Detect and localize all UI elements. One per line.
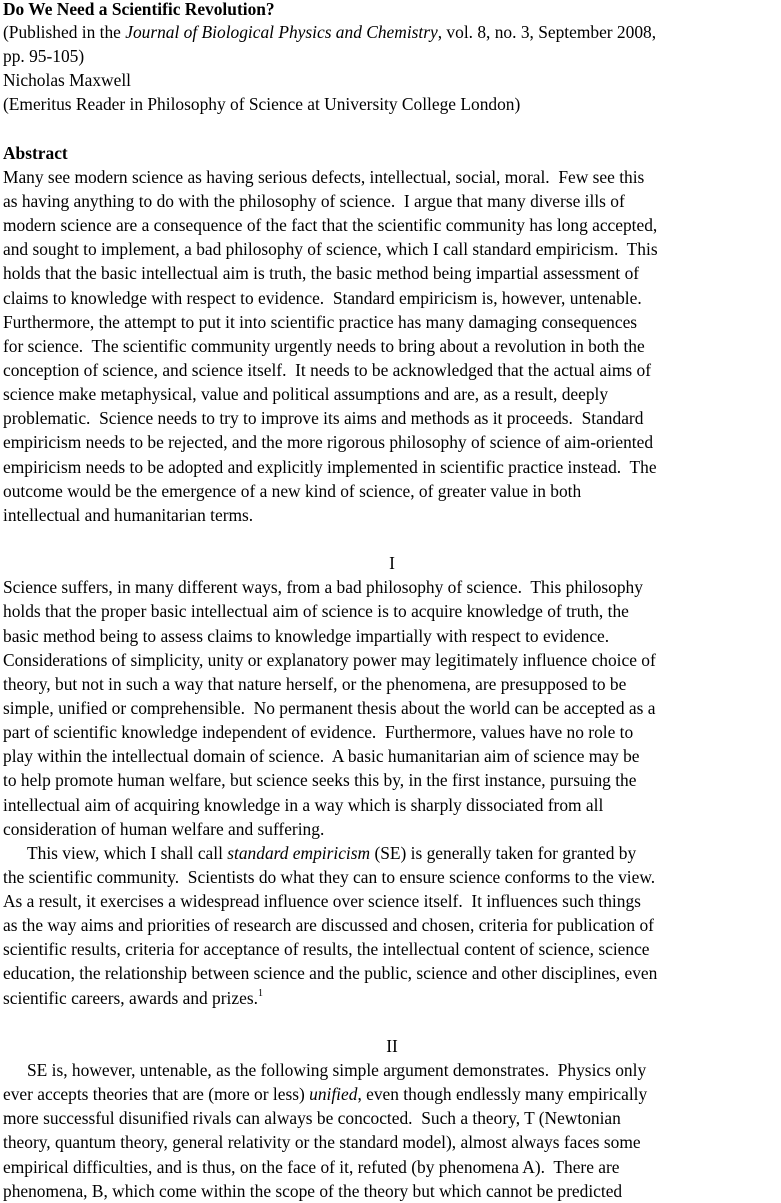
abstract-heading: Abstract: [3, 142, 68, 163]
publication-pages: pp. 95-105): [3, 46, 85, 67]
body-text: (SE) is generally taken for granted by: [370, 842, 637, 863]
body-line: as the way aims and priorities of research are discussed and chosen, criteria for publication of: [3, 915, 654, 936]
abstract-line: intellectual and humanitarian terms.: [3, 504, 254, 525]
abstract-line: claims to knowledge with respect to evidence. Standard empiricism is, however, untenable.: [3, 287, 642, 308]
abstract-line: science make metaphysical, value and political assumptions and are, as a result, deeply: [3, 384, 609, 405]
body-line: the scientific community. Scientists do what they can to ensure science conforms to the view.: [3, 866, 656, 887]
body-line: to help promote human welfare, but science seeks this by, in the first instance, pursuing the: [3, 770, 637, 791]
emphasis-term: unified: [309, 1084, 358, 1105]
body-line: education, the relationship between science and the public, science and other disciplines, even: [3, 963, 658, 984]
footnote-marker[interactable]: 1: [257, 987, 263, 999]
section-heading-2: II: [386, 1035, 398, 1056]
abstract-line: problematic. Science needs to try to improve its aims and methods as it proceeds. Standard: [3, 408, 644, 429]
body-line: empirical difficulties, and is thus, on the face of it, refuted (by phenomena A). There are: [3, 1156, 620, 1177]
author-name: Nicholas Maxwell: [3, 70, 131, 91]
body-text: scientific careers, awards and prizes.: [3, 987, 258, 1008]
body-text: , even though endlessly many empirically: [357, 1084, 648, 1105]
abstract-line: modern science are a consequence of the fact that the scientific community has long accepted,: [3, 215, 658, 236]
body-line: scientific results, criteria for acceptance of results, the intellectual content of science, science: [3, 939, 650, 960]
body-line: theory, but not in such a way that nature herself, or the phenomena, are presupposed to be: [3, 673, 627, 694]
body-line: Considerations of simplicity, unity or explanatory power may legitimately influence choice of: [3, 649, 656, 670]
body-line: [3, 1082, 781, 1106]
body-line: [3, 841, 781, 865]
abstract-line: and sought to implement, a bad philosophy of science, which I call standard empiricism. This: [3, 239, 658, 260]
section-1-paragraph-1: [3, 575, 781, 841]
journal-name: Journal of Biological Physics and Chemistry: [125, 22, 438, 42]
abstract-line: Many see modern science as having serious defects, intellectual, social, moral. Few see this: [3, 166, 645, 187]
body-line: As a result, it exercises a widespread influence over science itself. It influences such things: [3, 891, 641, 912]
section-2-paragraph-1: [3, 1058, 781, 1203]
body-line: part of scientific knowledge independent of evidence. Furthermore, values have no role to: [3, 722, 634, 743]
body-line: play within the intellectual domain of science. A basic humanitarian aim of science may be: [3, 746, 640, 767]
emphasis-term: standard empiricism: [227, 842, 371, 863]
body-text: ever accepts theories that are (more or less): [3, 1084, 310, 1105]
body-line: consideration of human welfare and suffering.: [3, 818, 325, 839]
abstract-line: as having anything to do with the philosophy of science. I argue that many diverse ills of: [3, 190, 625, 211]
abstract-body: [3, 165, 781, 527]
body-line: [3, 986, 781, 1010]
abstract-line: empiricism needs to be adopted and explicitly implemented in scientific practice instead. The: [3, 456, 657, 477]
abstract-line: conception of science, and science itself. It needs to be acknowledged that the actual aims of: [3, 359, 652, 380]
abstract-line: outcome would be the emergence of a new kind of science, of greater value in both: [3, 480, 582, 501]
body-line: phenomena, B, which come within the scope of the theory but which cannot be predicted: [3, 1180, 623, 1201]
body-line: SE is, however, untenable, as the following simple argument demonstrates. Physics only: [27, 1060, 647, 1081]
publication-line: [3, 20, 781, 44]
abstract-line: holds that the basic intellectual aim is truth, the basic method being impartial assessment of: [3, 263, 640, 284]
spacer: [3, 117, 781, 141]
section-heading-1: I: [389, 553, 395, 574]
body-line: simple, unified or comprehensible. No permanent thesis about the world can be accepted as a: [3, 697, 656, 718]
body-line: more successful disunified rivals can always be concocted. Such a theory, T (Newtonian: [3, 1108, 621, 1129]
body-line: Science suffers, in many different ways, from a bad philosophy of science. This philosophy: [3, 577, 643, 598]
body-line: theory, quantum theory, general relativity or the standard model), almost always faces some: [3, 1132, 641, 1153]
body-line: basic method being to assess claims to knowledge impartially with respect to evidence.: [3, 625, 610, 646]
abstract-line: empiricism needs to be rejected, and the more rigorous philosophy of science of aim-oriented: [3, 432, 654, 453]
body-text: This view, which I shall call: [27, 842, 228, 863]
abstract-line: Furthermore, the attempt to put it into scientific practice has many damaging consequences: [3, 311, 638, 332]
spacer: [3, 527, 781, 551]
author-affiliation: (Emeritus Reader in Philosophy of Science at University College London): [3, 94, 521, 115]
publication-suffix: , vol. 8, no. 3, September 2008,: [437, 22, 657, 42]
publication-prefix: (Published in the: [3, 22, 126, 42]
paper-title: Do We Need a Scientific Revolution?: [3, 0, 275, 19]
section-1-paragraph-2: [3, 841, 781, 1010]
body-line: holds that the proper basic intellectual aim of science is to acquire knowledge of truth, the: [3, 601, 629, 622]
abstract-line: for science. The scientific community urgently needs to bring about a revolution in both the: [3, 335, 645, 356]
body-line: intellectual aim of acquiring knowledge in a way which is sharply dissociated from all: [3, 794, 604, 815]
spacer: [3, 1010, 781, 1034]
